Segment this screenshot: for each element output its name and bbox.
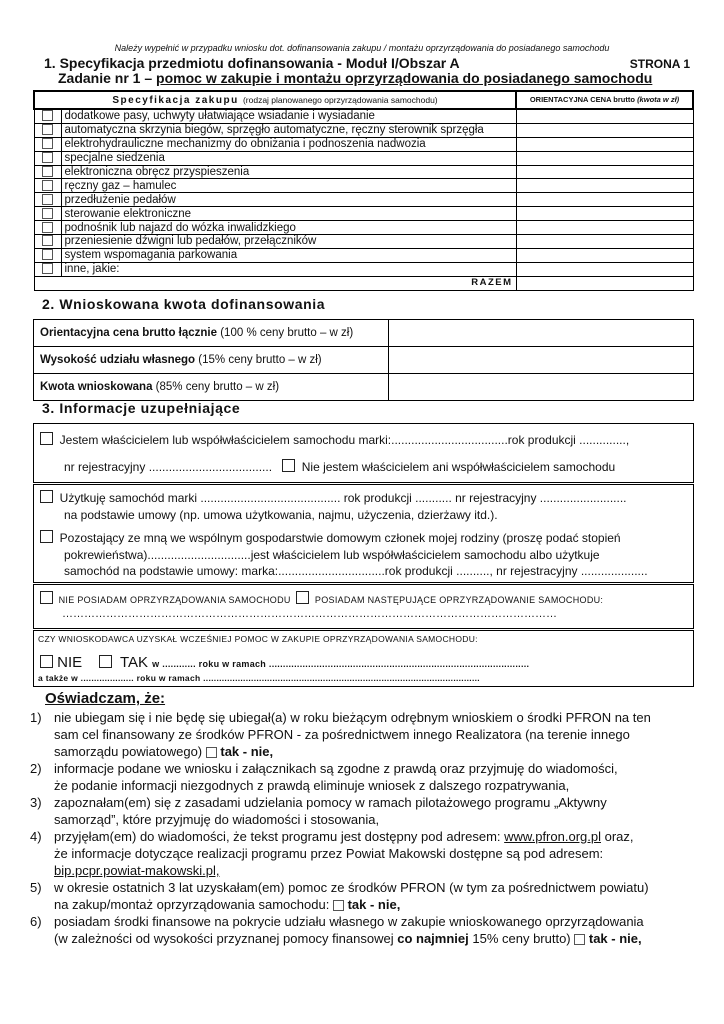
- spec-item-label: inne, jakie:: [61, 262, 516, 276]
- declaration-list: [30, 709, 696, 947]
- nie-checkbox[interactable]: [40, 655, 53, 668]
- spec-item-label: przeniesienie dźwigni lub pedałów, przełączników: [61, 235, 516, 249]
- checkbox-icon[interactable]: [42, 208, 53, 219]
- spec-item-label: ręczny gaz – hamulec: [61, 179, 516, 193]
- spec-checkbox[interactable]: [34, 179, 61, 193]
- nie-label: NIE: [57, 654, 83, 671]
- spec-item-price[interactable]: [516, 248, 693, 262]
- amount-row: [34, 320, 694, 347]
- declaration-line: przyjęłam(em) do wiadomości, że tekst programu jest dostępny pod adresem:: [54, 829, 501, 844]
- spec-row: [34, 235, 693, 249]
- no-equipment-checkbox[interactable]: [40, 591, 53, 604]
- section1-title: 1. Specyfikacja przedmiotu dofinansowania - Moduł I/Obszar A: [44, 55, 460, 71]
- url1-suffix: oraz,: [600, 829, 634, 844]
- owner-checkbox[interactable]: [40, 432, 53, 445]
- declaration-number: 5): [30, 880, 42, 895]
- spec-item-label: dodatkowe pasy, uchwyty ułatwiające wsiadanie i wysiadanie: [61, 109, 516, 123]
- declaration-line: informacje podane we wniosku i załącznikach są zgodne z prawdą oraz przyjmuję do wiadomości,: [54, 761, 618, 776]
- amount-label-bold: Orientacyjna cena brutto łącznie: [40, 327, 218, 339]
- spec-row: [34, 207, 693, 221]
- declaration-title: Oświadczam, że:: [45, 690, 166, 707]
- declaration-number: 4): [30, 829, 42, 844]
- amount-label-rest: (15% ceny brutto – w zł): [195, 354, 322, 366]
- declaration-number: 1): [30, 710, 42, 725]
- amount-label-rest: (85% ceny brutto – w zł): [152, 381, 280, 393]
- choice-text: tak - nie,: [343, 897, 401, 912]
- equipment-row: [40, 591, 603, 605]
- declaration-line: nie ubiegam się i nie będę się ubiegał(a) w roku bieżącym odrębnym wnioskiem o środki PFRON na ten: [54, 710, 651, 725]
- declaration-item: [30, 760, 696, 794]
- prior-line-1: w ............ roku w ramach .............................................................................................: [152, 659, 530, 669]
- choice-tak-nie[interactable]: [574, 931, 641, 946]
- checkbox-icon[interactable]: [42, 194, 53, 205]
- spec-item-label: przedłużenie pedałów: [61, 193, 516, 207]
- checkbox-icon[interactable]: [42, 124, 53, 135]
- declaration-line: posiadam środki finansowe na pokrycie udziału własnego w zakupie wnioskowanego oprzyrządowania: [54, 914, 644, 929]
- no-equipment-text: NIE POSIADAM OPRZYRZĄDOWANIA SAMOCHODU: [58, 595, 291, 605]
- spec-item-price[interactable]: [516, 109, 693, 123]
- checkbox-icon[interactable]: [42, 249, 53, 260]
- spec-item-price[interactable]: [516, 207, 693, 221]
- family-checkbox[interactable]: [40, 530, 53, 543]
- not-owner-text: Nie jestem właścicielem ani współwłaścicielem samochodu: [301, 460, 616, 474]
- checkbox-icon[interactable]: [42, 180, 53, 191]
- spec-row: [34, 221, 693, 235]
- amount-label-bold: Wysokość udziału własnego: [40, 354, 196, 366]
- amount-table: [33, 319, 694, 401]
- spec-item-label: sterowanie elektroniczne: [61, 207, 516, 221]
- has-equipment-checkbox[interactable]: [296, 591, 309, 604]
- pfron-link[interactable]: www.pfron.org.pl: [504, 829, 601, 844]
- at-least: co najmniej: [397, 931, 469, 946]
- amount-value[interactable]: [389, 347, 694, 374]
- amount-label: [34, 320, 389, 347]
- spec-row: [34, 123, 693, 137]
- task-prefix: Zadanie nr 1 –: [58, 70, 157, 86]
- tak-checkbox-icon[interactable]: [333, 900, 344, 911]
- declaration-line: na zakup/montaż oprzyrządowania samochodu:: [54, 897, 330, 912]
- tak-checkbox-icon[interactable]: [574, 934, 585, 945]
- spec-checkbox[interactable]: [34, 109, 61, 123]
- amount-row: [34, 347, 694, 374]
- price-header: [516, 91, 693, 109]
- amount-row: [34, 374, 694, 401]
- has-equipment-text: POSIADAM NASTĘPUJĄCE OPRZYRZĄDOWANIE SAMOCHODU:: [314, 595, 604, 605]
- page-label: STRONA 1: [629, 57, 690, 71]
- checkbox-icon[interactable]: [42, 166, 53, 177]
- spec-checkbox[interactable]: [34, 165, 61, 179]
- declaration-line: w okresie ostatnich 3 lat uzyskałam(em) pomoc ze środków PFRON (w tym za pośrednictwem powiatu): [54, 880, 649, 895]
- instruction-note: Należy wypełnić w przypadku wniosku dot. dofinansowania zakupu / montażu oprzyrządowania do posiadanego samochodu: [114, 43, 610, 53]
- spec-item-label: podnośnik lub najazd do wózka inwalidzkiego: [61, 221, 516, 235]
- spec-item-price[interactable]: [516, 179, 693, 193]
- tak-label: TAK: [119, 654, 148, 671]
- section3-title: 3. Informacje uzupełniające: [42, 400, 241, 416]
- spec-checkbox[interactable]: [34, 221, 61, 235]
- amount-value[interactable]: [389, 374, 694, 401]
- item6-rest: 15% ceny brutto): [468, 931, 575, 946]
- spec-item-price[interactable]: [516, 123, 693, 137]
- declaration-number: 6): [30, 914, 42, 929]
- choice-text: tak - nie,: [585, 931, 642, 946]
- spec-checkbox[interactable]: [34, 248, 61, 262]
- spec-item-price[interactable]: [516, 165, 693, 179]
- spec-row: [34, 137, 693, 151]
- spec-item-label: automatyczna skrzynia biegów, sprzęgło automatyczne, ręczny sterownik sprzęgła: [61, 123, 516, 137]
- section2-title: 2. Wnioskowana kwota dofinansowania: [42, 296, 326, 312]
- use-text: Użytkuję samochód marki .......................................... rok produkcji ........... nr rejestracyjny ..........................: [59, 491, 627, 505]
- total-label: RAZEM: [34, 276, 516, 290]
- amount-label-rest: (100 % ceny brutto – w zł): [217, 327, 354, 339]
- checkbox-icon[interactable]: [42, 110, 53, 121]
- amount-label-bold: Kwota wnioskowana: [40, 381, 153, 393]
- task-name: pomoc w zakupie i montażu oprzyrządowania do posiadanego samochodu: [156, 70, 653, 86]
- spec-item-price[interactable]: [516, 262, 693, 276]
- spec-header-title: Specyfikacja zakupu: [112, 94, 239, 106]
- declaration-number: 2): [30, 761, 42, 776]
- spec-checkbox[interactable]: [34, 193, 61, 207]
- family-text-1: Pozostający ze mną we wspólnym gospodarstwie domowym członek mojej rodziny (proszę podać stopień: [59, 531, 621, 545]
- owner-row: [40, 432, 629, 447]
- spec-row: [34, 193, 693, 207]
- spec-checkbox[interactable]: [34, 123, 61, 137]
- declaration-line: samorządu powiatowego): [54, 744, 203, 759]
- checkbox-icon[interactable]: [42, 152, 53, 163]
- declaration-line: samorząd”, które przyjmuję do wiadomości i stosowania,: [54, 812, 380, 827]
- choice-tak-nie[interactable]: [206, 744, 273, 759]
- bip-link[interactable]: bip.pcpr.powiat-makowski.pl,: [54, 863, 220, 878]
- choice-text: tak - nie,: [216, 744, 274, 759]
- spec-item-price[interactable]: [516, 137, 693, 151]
- spec-checkbox[interactable]: [34, 262, 61, 276]
- checkbox-icon[interactable]: [42, 138, 53, 149]
- tak-checkbox[interactable]: [99, 655, 112, 668]
- spec-row: [34, 248, 693, 262]
- amount-label: [34, 374, 389, 401]
- not-owner-checkbox[interactable]: [282, 459, 295, 472]
- family-row: [40, 530, 621, 545]
- spec-table: [33, 90, 694, 291]
- declaration-line: że podanie informacji niezgodnych z prawdą eliminuje wniosek z dalszego rozpatrywania,: [54, 778, 570, 793]
- spec-item-price[interactable]: [516, 151, 693, 165]
- spec-item-label: specjalne siedzenia: [61, 151, 516, 165]
- declaration-line: (w zależności od wysokości przyznanej pomocy finansowej: [54, 931, 394, 946]
- declaration-line: zapoznałam(em) się z zasadami udzielania pomocy w ramach pilotażowego programu „Aktywny: [54, 795, 607, 810]
- checkbox-icon[interactable]: [42, 263, 53, 274]
- use-basis: na podstawie umowy (np. umowa użytkowania, najmu, użyczenia, dzierżawy itd.).: [64, 508, 498, 522]
- total-value[interactable]: [516, 276, 693, 290]
- spec-row: [34, 262, 693, 276]
- prior-line-2: a także w .................... roku w ramach ........................................................................................................: [38, 673, 480, 683]
- owner-text: Jestem właścicielem lub współwłaścicielem samochodu marki:...................................rok produkcji ..............,: [59, 433, 630, 447]
- task-title: [58, 70, 652, 86]
- amount-value[interactable]: [389, 320, 694, 347]
- spec-header-sub: (rodzaj planowanego oprzyrządowania samochodu): [242, 94, 438, 105]
- spec-header: [34, 91, 516, 109]
- amount-label: [34, 347, 389, 374]
- declaration-item: [30, 828, 696, 879]
- spec-checkbox[interactable]: [34, 235, 61, 249]
- use-checkbox[interactable]: [40, 490, 53, 503]
- spec-item-price[interactable]: [516, 193, 693, 207]
- declaration-item: [30, 794, 696, 828]
- spec-checkbox[interactable]: [34, 137, 61, 151]
- declaration-line: że informacje dotyczące realizacji programu przez Powiat Makowski dostępne są pod adresem:: [54, 846, 604, 861]
- spec-checkbox[interactable]: [34, 207, 61, 221]
- choice-tak-nie[interactable]: [333, 897, 400, 912]
- tak-checkbox-icon[interactable]: [206, 747, 217, 758]
- spec-checkbox[interactable]: [34, 151, 61, 165]
- family-text-3: samochód na podstawie umowy: marka:................................rok produkcji .........., nr rejestracyjny ....................: [64, 564, 648, 578]
- price-header-title: ORIENTACYJNA CENA brutto: [529, 95, 635, 104]
- spec-item-price[interactable]: [516, 221, 693, 235]
- spec-item-label: elektrohydrauliczne mechanizmy do obniżania i podnoszenia nadwozia: [61, 137, 516, 151]
- spec-item-label: elektroniczna obręcz przyspieszenia: [61, 165, 516, 179]
- spec-row: [34, 151, 693, 165]
- declaration-item: [30, 879, 696, 913]
- spec-item-label: system wspomagania parkowania: [61, 248, 516, 262]
- use-row: [40, 490, 627, 505]
- equipment-dots: ………………………………………………………………………………………………………………………: [62, 608, 557, 620]
- declaration-item: [30, 709, 696, 760]
- prior-help-row: [40, 654, 529, 671]
- not-owner-row: [64, 459, 615, 474]
- spec-item-price[interactable]: [516, 235, 693, 249]
- prior-help-question: CZY WNIOSKODAWCA UZYSKAŁ WCZEŚNIEJ POMOC W ZAKUPIE OPRZYRZĄDOWANIA SAMOCHODU:: [38, 634, 478, 644]
- declaration-line: sam cel finansowany ze środków PFRON - za pośrednictwem innego Realizatora (na terenie innego: [54, 727, 630, 742]
- checkbox-icon[interactable]: [42, 222, 53, 233]
- declaration-number: 3): [30, 795, 42, 810]
- spec-row: [34, 109, 693, 123]
- price-header-sub: (kwota w zł): [637, 95, 680, 104]
- spec-row: [34, 179, 693, 193]
- declaration-item: [30, 913, 696, 947]
- registration-text: nr rejestracyjny .....................................: [64, 460, 273, 474]
- family-text-2: pokrewieństwa)...............................jest właścicielem lub współwłaścicielem samochodu albo użytkuje: [64, 548, 600, 562]
- spec-row: [34, 165, 693, 179]
- checkbox-icon[interactable]: [42, 235, 53, 246]
